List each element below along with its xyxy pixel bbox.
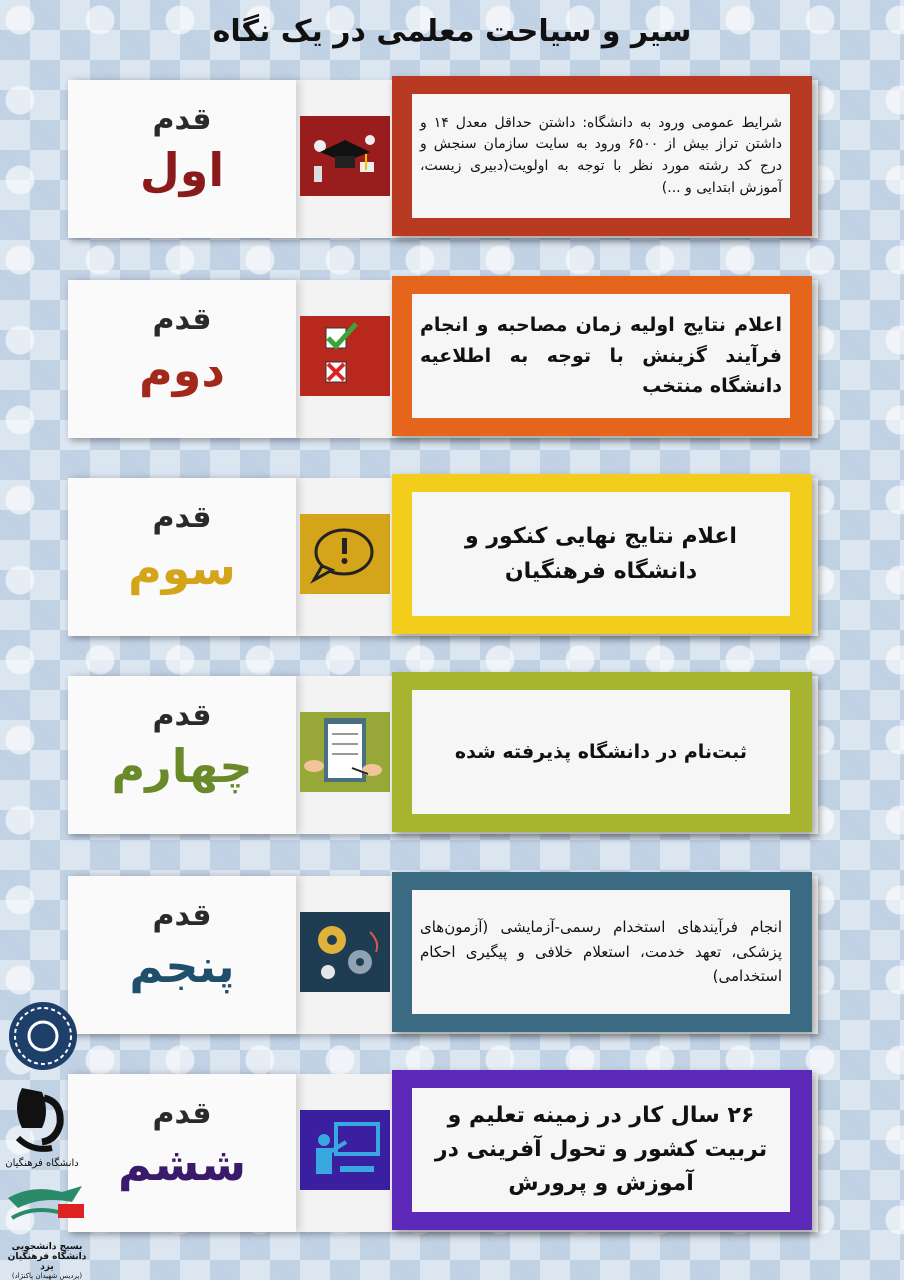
step-label: قدم — [152, 1096, 212, 1131]
gears-icon — [300, 912, 390, 992]
ornament-seal-logo — [6, 998, 80, 1074]
step-label-box — [68, 876, 296, 1034]
check-cross-icon — [300, 316, 390, 396]
university-name: دانشگاه فرهنگیان — [5, 1158, 79, 1169]
basij-line3: (پردیس شهیدان پاکنژاد) — [11, 1272, 83, 1280]
step-label: قدم — [152, 500, 212, 535]
step-1 — [68, 76, 818, 246]
step-ordinal: پنجم — [129, 939, 235, 993]
step-label-box — [68, 478, 296, 636]
basij-line1: بسیج دانشجویی — [11, 1242, 83, 1252]
step-4 — [68, 672, 818, 842]
step-label-box — [68, 1074, 296, 1232]
step-description: اعلام نتایج نهایی کنکور و دانشگاه فرهنگیان — [465, 523, 737, 584]
step-ordinal: ششم — [117, 1137, 247, 1191]
step-panel — [392, 872, 812, 1032]
step-6 — [68, 1070, 818, 1240]
step-label: قدم — [152, 898, 212, 933]
page-title: سیر و سیاحت معلمی در یک نگاه — [212, 14, 692, 49]
graduation-collage-icon — [300, 116, 390, 196]
clipboard-sign-icon — [300, 712, 390, 792]
farhangian-university-logo — [2, 1078, 82, 1170]
basij-logo — [2, 1178, 88, 1238]
step-3 — [68, 474, 818, 644]
step-ordinal: اول — [139, 143, 225, 197]
step-panel — [392, 672, 812, 832]
step-description: ۲۶ سال کار در زمینه تعلیم و تربیت کشور و تحول آفرینی در آموزش و پرورش — [434, 1102, 768, 1197]
teacher-board-icon — [300, 1110, 390, 1190]
step-panel — [392, 1070, 812, 1230]
basij-caption — [2, 1242, 92, 1280]
basij-line2: دانشگاه فرهنگیان یزد — [7, 1252, 87, 1272]
step-label-box — [68, 80, 296, 238]
step-label: قدم — [152, 302, 212, 337]
step-label: قدم — [152, 102, 212, 137]
step-panel — [392, 276, 812, 436]
step-label-box — [68, 676, 296, 834]
step-panel — [392, 474, 812, 634]
step-5 — [68, 872, 818, 1042]
alert-speech-icon — [300, 514, 390, 594]
step-2 — [68, 276, 818, 446]
step-label: قدم — [152, 698, 212, 733]
logo-area — [2, 998, 90, 1280]
step-description: اعلام نتایج اولیه زمان مصاحبه و انجام فرآیند گزینش با توجه به اطلاعیه دانشگاه منتخب — [420, 314, 782, 398]
step-label-box — [68, 280, 296, 438]
step-ordinal: سوم — [128, 541, 236, 595]
step-description: انجام فرآیندهای استخدام رسمی-آزمایشی (آزمون‌های پزشکی، تعهد خدمت، استعلام خلافی و پیگیری احکام استخدامی) — [420, 917, 782, 986]
step-ordinal: دوم — [139, 343, 225, 397]
step-description: ثبت‌نام در دانشگاه پذیرفته شده — [454, 740, 748, 763]
step-ordinal: چهارم — [111, 739, 253, 793]
step-description: شرایط عمومی ورود به دانشگاه: داشتن حداقل معدل ۱۴ و داشتن تراز بیش از ۶۵۰۰ ورود به سایت سازمان سنجش و درج کد رشته مورد نظر با توجه به اولویت(دبیری زیست، آموزش ابتدایی و ...) — [420, 114, 783, 196]
step-panel — [392, 76, 812, 236]
